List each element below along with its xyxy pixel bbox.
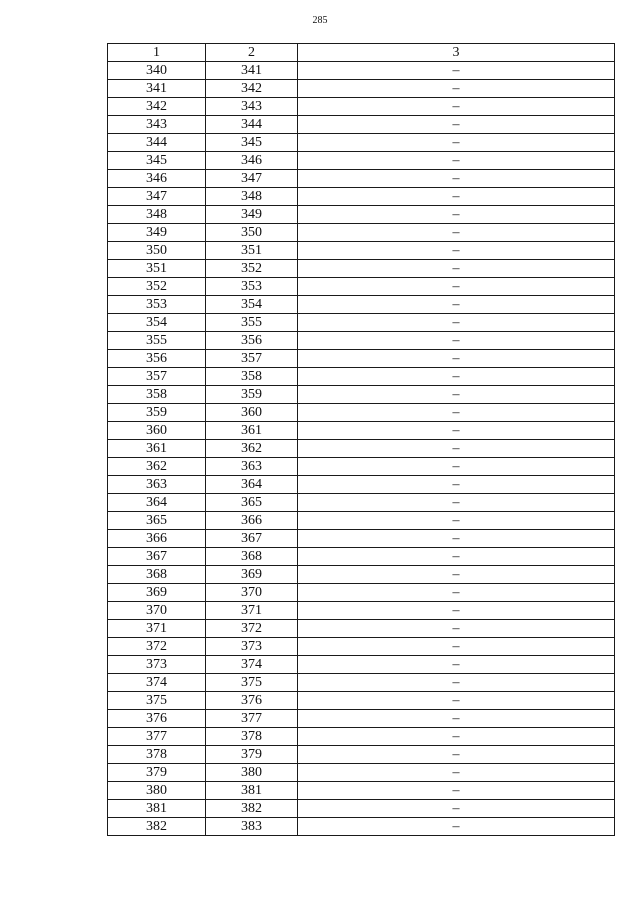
table-cell-col-2: 381 <box>206 782 298 800</box>
table-cell-col-3: – <box>298 152 615 170</box>
table-cell-col-3: – <box>298 170 615 188</box>
table-row <box>108 440 615 458</box>
table-cell-col-3: – <box>298 584 615 602</box>
table-cell-col-2: 356 <box>206 332 298 350</box>
table-cell-col-1: 353 <box>108 296 206 314</box>
table-cell-col-1: 346 <box>108 170 206 188</box>
table-cell-col-3: – <box>298 818 615 836</box>
table-cell-col-1: 375 <box>108 692 206 710</box>
table-cell-col-2: 358 <box>206 368 298 386</box>
table-cell-col-1: 343 <box>108 116 206 134</box>
table-cell-col-3: – <box>298 224 615 242</box>
table-cell-col-3: – <box>298 350 615 368</box>
table-cell-col-2: 369 <box>206 566 298 584</box>
table-cell-col-1: 340 <box>108 62 206 80</box>
table-cell-col-2: 382 <box>206 800 298 818</box>
table-row <box>108 134 615 152</box>
table-cell-col-2: 371 <box>206 602 298 620</box>
table-row <box>108 116 615 134</box>
table-row <box>108 638 615 656</box>
table-cell-col-3: – <box>298 710 615 728</box>
table-cell-col-3: – <box>298 62 615 80</box>
table-cell-col-1: 351 <box>108 260 206 278</box>
table-cell-col-2: 372 <box>206 620 298 638</box>
table-cell-col-2: 378 <box>206 728 298 746</box>
table-cell-col-2: 373 <box>206 638 298 656</box>
table-row <box>108 260 615 278</box>
table-cell-col-3: – <box>298 692 615 710</box>
table-cell-col-1: 380 <box>108 782 206 800</box>
table-cell-col-1: 378 <box>108 746 206 764</box>
table-row <box>108 674 615 692</box>
table-cell-col-2: 347 <box>206 170 298 188</box>
table-cell-col-3: – <box>298 386 615 404</box>
table-cell-col-2: 362 <box>206 440 298 458</box>
table-cell-col-1: 366 <box>108 530 206 548</box>
table-row <box>108 728 615 746</box>
table-cell-col-1: 376 <box>108 710 206 728</box>
table-cell-col-3: – <box>298 674 615 692</box>
table-cell-col-2: 350 <box>206 224 298 242</box>
table-cell-col-1: 362 <box>108 458 206 476</box>
table-cell-col-3: – <box>298 332 615 350</box>
table-cell-col-1: 367 <box>108 548 206 566</box>
table-row <box>108 764 615 782</box>
table-cell-col-1: 371 <box>108 620 206 638</box>
table-cell-col-3: – <box>298 116 615 134</box>
table-cell-col-1: 360 <box>108 422 206 440</box>
table-cell-col-2: 348 <box>206 188 298 206</box>
table-header <box>108 44 615 62</box>
page-number: 285 <box>312 15 328 26</box>
table-row <box>108 242 615 260</box>
table-cell-col-1: 377 <box>108 728 206 746</box>
table-cell-col-1: 373 <box>108 656 206 674</box>
table-cell-col-3: – <box>298 800 615 818</box>
table-cell-col-3: – <box>298 512 615 530</box>
table-cell-col-1: 379 <box>108 764 206 782</box>
table-cell-col-2: 379 <box>206 746 298 764</box>
table-row <box>108 170 615 188</box>
column-header-2: 2 <box>206 44 298 62</box>
table-cell-col-2: 375 <box>206 674 298 692</box>
column-header-3: 3 <box>298 44 615 62</box>
table-row <box>108 188 615 206</box>
table-cell-col-3: – <box>298 296 615 314</box>
table-cell-col-3: – <box>298 566 615 584</box>
table-cell-col-3: – <box>298 548 615 566</box>
table-cell-col-1: 345 <box>108 152 206 170</box>
table-cell-col-2: 366 <box>206 512 298 530</box>
table-cell-col-3: – <box>298 638 615 656</box>
table-cell-col-2: 360 <box>206 404 298 422</box>
table-body <box>108 62 615 836</box>
table-row <box>108 530 615 548</box>
table-cell-col-2: 365 <box>206 494 298 512</box>
table-cell-col-2: 376 <box>206 692 298 710</box>
column-header-1: 1 <box>108 44 206 62</box>
table-cell-col-3: – <box>298 134 615 152</box>
table-row <box>108 206 615 224</box>
table-cell-col-1: 365 <box>108 512 206 530</box>
table-cell-col-3: – <box>298 404 615 422</box>
table-cell-col-2: 363 <box>206 458 298 476</box>
table-cell-col-2: 357 <box>206 350 298 368</box>
table-cell-col-2: 344 <box>206 116 298 134</box>
table-cell-col-1: 342 <box>108 98 206 116</box>
table-row <box>108 386 615 404</box>
table-row <box>108 566 615 584</box>
table-cell-col-3: – <box>298 764 615 782</box>
table-cell-col-3: – <box>298 314 615 332</box>
table-cell-col-1: 352 <box>108 278 206 296</box>
table-cell-col-3: – <box>298 206 615 224</box>
table-cell-col-3: – <box>298 458 615 476</box>
table-row <box>108 494 615 512</box>
table-cell-col-1: 344 <box>108 134 206 152</box>
data-table <box>107 43 615 836</box>
table-cell-col-1: 347 <box>108 188 206 206</box>
table-cell-col-2: 364 <box>206 476 298 494</box>
table-cell-col-2: 354 <box>206 296 298 314</box>
table-row <box>108 656 615 674</box>
table-row <box>108 296 615 314</box>
table-cell-col-3: – <box>298 782 615 800</box>
table-cell-col-2: 349 <box>206 206 298 224</box>
table-cell-col-1: 374 <box>108 674 206 692</box>
table-cell-col-1: 358 <box>108 386 206 404</box>
table-cell-col-3: – <box>298 278 615 296</box>
table-cell-col-1: 341 <box>108 80 206 98</box>
table-cell-col-1: 364 <box>108 494 206 512</box>
table-cell-col-2: 359 <box>206 386 298 404</box>
table-cell-col-2: 370 <box>206 584 298 602</box>
table-cell-col-2: 355 <box>206 314 298 332</box>
table-row <box>108 512 615 530</box>
table-cell-col-2: 374 <box>206 656 298 674</box>
table-row <box>108 62 615 80</box>
table-cell-col-2: 377 <box>206 710 298 728</box>
table-row <box>108 458 615 476</box>
table-cell-col-1: 354 <box>108 314 206 332</box>
table-cell-col-2: 341 <box>206 62 298 80</box>
table-row <box>108 800 615 818</box>
table-row <box>108 818 615 836</box>
header-row <box>108 44 615 62</box>
table-row <box>108 620 615 638</box>
table-cell-col-2: 343 <box>206 98 298 116</box>
table-cell-col-2: 380 <box>206 764 298 782</box>
table-row <box>108 350 615 368</box>
table-cell-col-3: – <box>298 260 615 278</box>
table-cell-col-3: – <box>298 530 615 548</box>
table-cell-col-1: 356 <box>108 350 206 368</box>
table-cell-col-3: – <box>298 602 615 620</box>
table-row <box>108 314 615 332</box>
table-row <box>108 332 615 350</box>
table-row <box>108 368 615 386</box>
table-cell-col-2: 345 <box>206 134 298 152</box>
table-row <box>108 602 615 620</box>
table-cell-col-3: – <box>298 242 615 260</box>
table-row <box>108 476 615 494</box>
table-cell-col-2: 352 <box>206 260 298 278</box>
table-cell-col-2: 351 <box>206 242 298 260</box>
table-cell-col-2: 383 <box>206 818 298 836</box>
table-cell-col-3: – <box>298 476 615 494</box>
table-cell-col-2: 368 <box>206 548 298 566</box>
table-row <box>108 80 615 98</box>
table-cell-col-3: – <box>298 656 615 674</box>
table-cell-col-3: – <box>298 368 615 386</box>
table-cell-col-1: 361 <box>108 440 206 458</box>
table-row <box>108 224 615 242</box>
table-cell-col-3: – <box>298 746 615 764</box>
table-cell-col-1: 357 <box>108 368 206 386</box>
table-cell-col-1: 370 <box>108 602 206 620</box>
table-cell-col-2: 361 <box>206 422 298 440</box>
table-cell-col-3: – <box>298 440 615 458</box>
table-row <box>108 422 615 440</box>
table-cell-col-1: 368 <box>108 566 206 584</box>
table-row <box>108 98 615 116</box>
table-cell-col-3: – <box>298 188 615 206</box>
table-cell-col-2: 342 <box>206 80 298 98</box>
table-cell-col-2: 353 <box>206 278 298 296</box>
table-row <box>108 746 615 764</box>
table-cell-col-3: – <box>298 620 615 638</box>
table-cell-col-3: – <box>298 728 615 746</box>
table-cell-col-3: – <box>298 494 615 512</box>
table-cell-col-2: 346 <box>206 152 298 170</box>
table-row <box>108 584 615 602</box>
table-cell-col-1: 381 <box>108 800 206 818</box>
table-cell-col-1: 349 <box>108 224 206 242</box>
table-cell-col-3: – <box>298 98 615 116</box>
table-cell-col-1: 348 <box>108 206 206 224</box>
table-cell-col-1: 372 <box>108 638 206 656</box>
table-cell-col-2: 367 <box>206 530 298 548</box>
table-row <box>108 404 615 422</box>
table-row <box>108 278 615 296</box>
table-row <box>108 692 615 710</box>
table-cell-col-1: 369 <box>108 584 206 602</box>
table-cell-col-1: 363 <box>108 476 206 494</box>
table-row <box>108 548 615 566</box>
table-cell-col-1: 350 <box>108 242 206 260</box>
table-cell-col-1: 355 <box>108 332 206 350</box>
table-cell-col-1: 359 <box>108 404 206 422</box>
table-cell-col-1: 382 <box>108 818 206 836</box>
table-row <box>108 710 615 728</box>
table-cell-col-3: – <box>298 80 615 98</box>
table-row <box>108 782 615 800</box>
table-cell-col-3: – <box>298 422 615 440</box>
table-row <box>108 152 615 170</box>
